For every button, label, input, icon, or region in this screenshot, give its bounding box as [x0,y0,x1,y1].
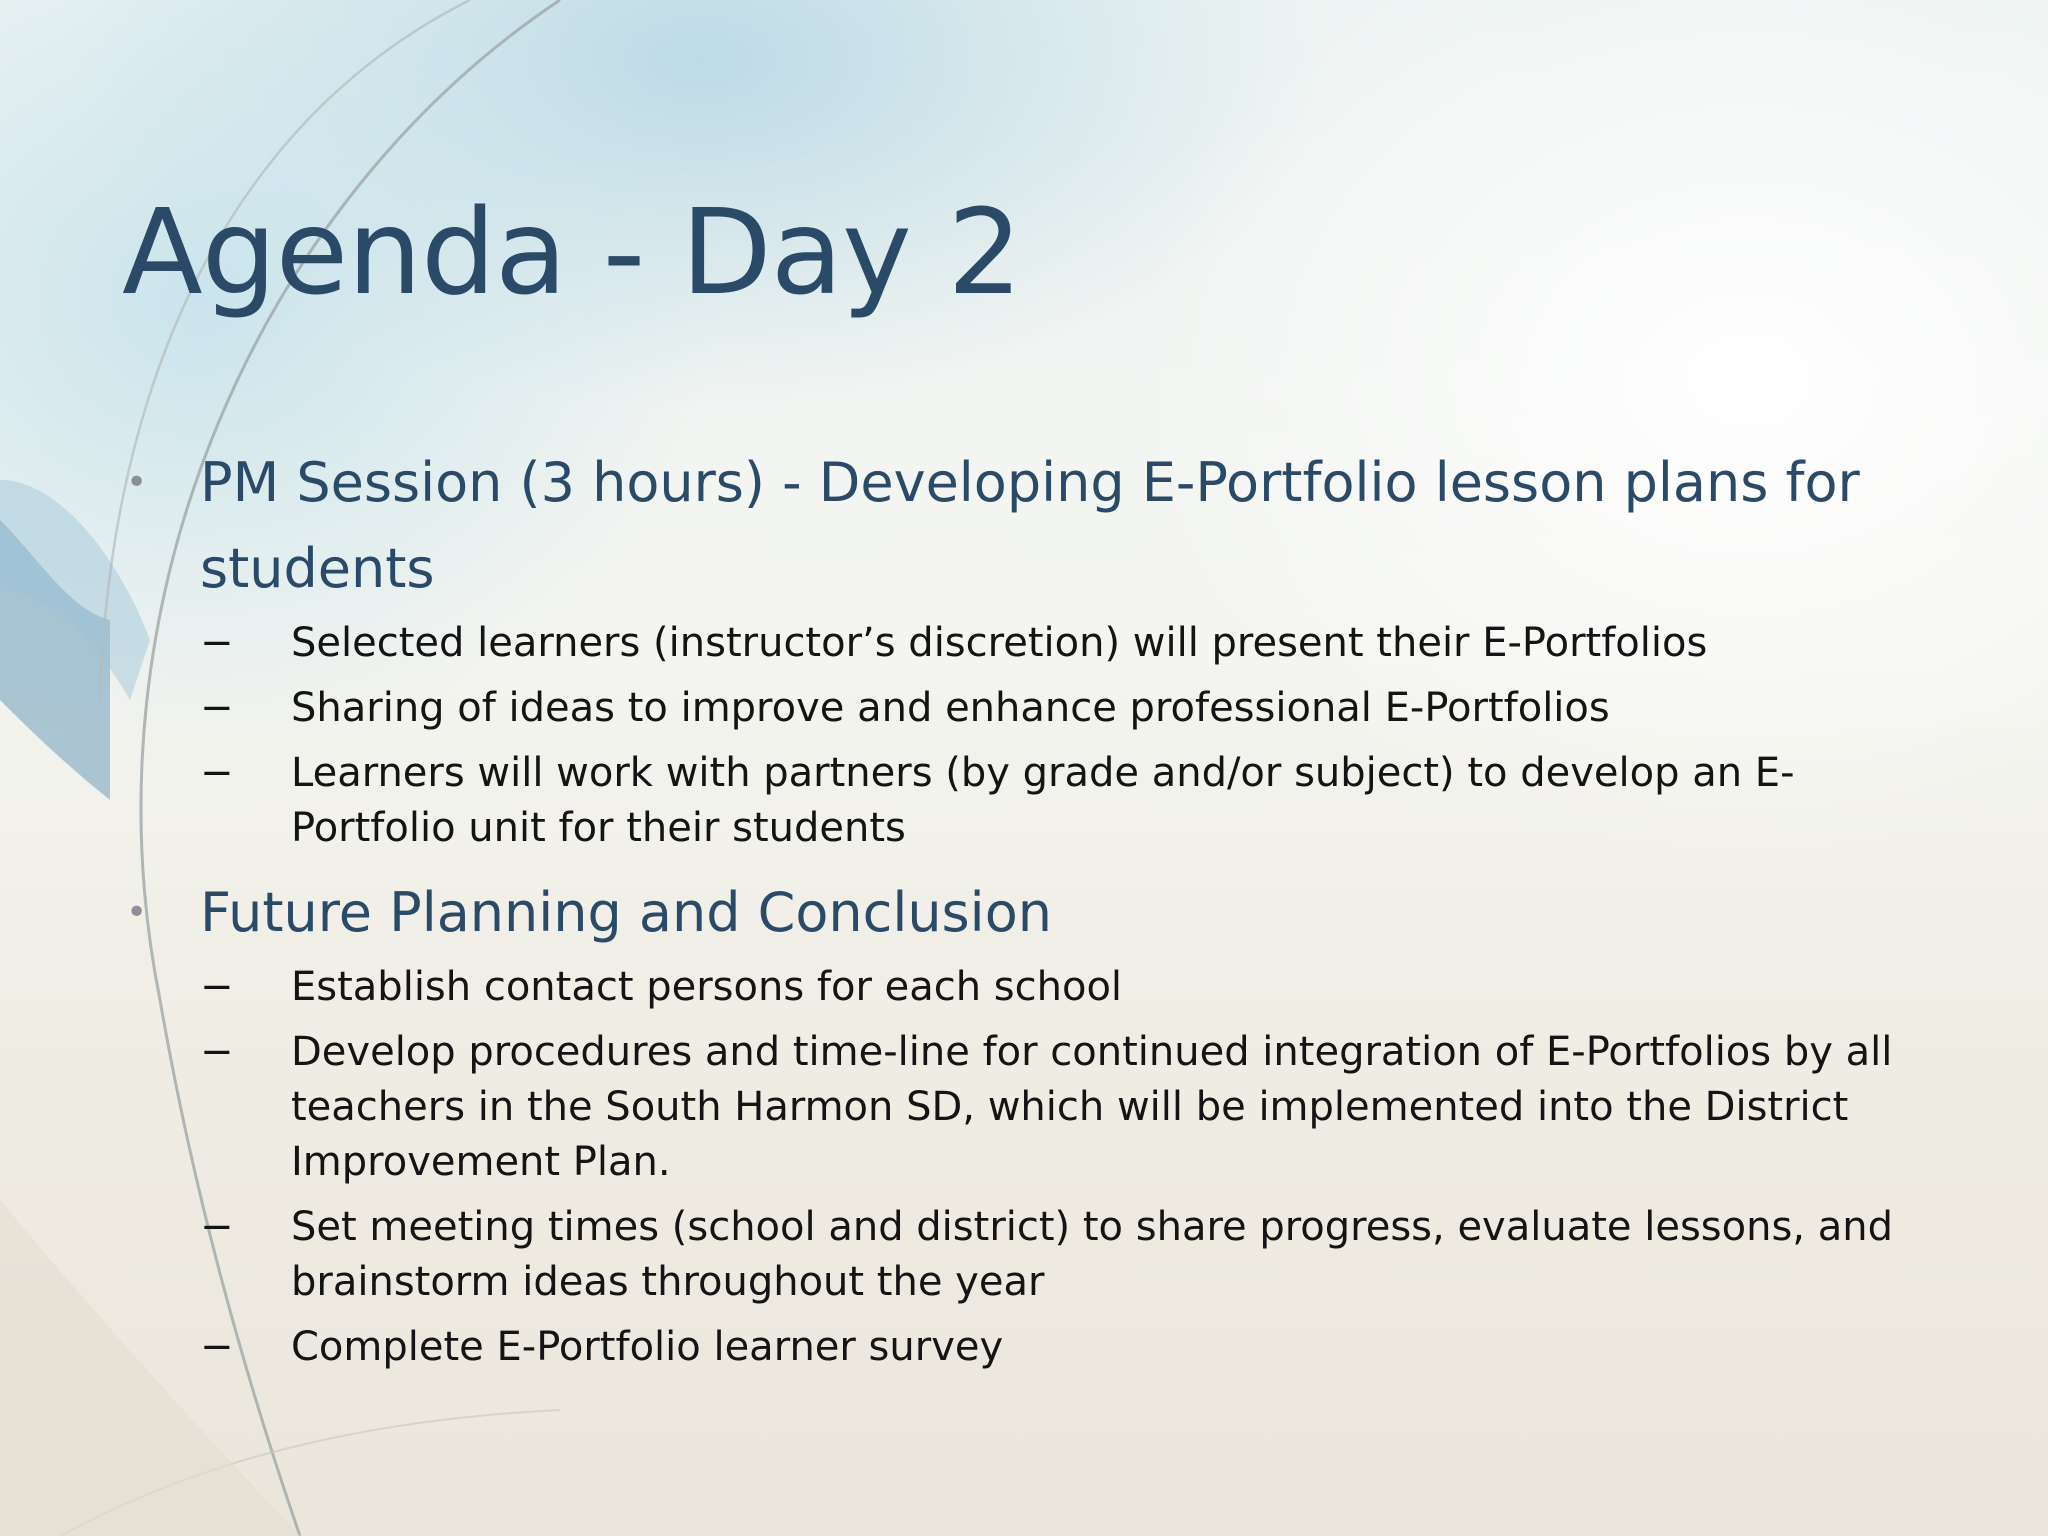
sub-bullet-text: Learners will work with partners (by grade and/or subject) to develop an E-Portfolio unit for their students [291,750,1795,851]
sub-bullet-text: Set meeting times (school and district) to share progress, evaluate lessons, and brainstorm ideas throughout the year [291,1204,1893,1305]
sub-bullet-item [200,746,1926,856]
bullet-marker-icon: • [126,462,148,503]
sub-bullet-item [200,960,1926,1015]
sub-bullet-text: Complete E-Portfolio learner survey [291,1324,1004,1370]
dash-marker-icon: − [200,750,234,796]
dash-marker-icon: − [200,620,234,666]
dash-marker-icon: − [200,685,234,731]
dash-marker-icon: − [200,1204,234,1250]
bullet-list [126,440,1926,1389]
bullet-text: PM Session (3 hours) - Developing E-Portfolio lesson plans for students [200,451,1860,600]
bullet-item-pm-session [126,440,1926,856]
bullet-item-future-planning [126,870,1926,1375]
dash-marker-icon: − [200,1324,234,1370]
sub-bullet-text: Establish contact persons for each school [291,964,1123,1010]
sub-bullet-text: Develop procedures and time-line for continued integration of E-Portfolios by all teachers in the South Harmon SD, which will be implemented into the District Improvement Plan. [291,1029,1893,1185]
sub-bullet-item [200,1320,1926,1375]
sub-bullet-item [200,681,1926,736]
dash-marker-icon: − [200,1029,234,1075]
sub-bullet-text: Selected learners (instructor’s discretion) will present their E-Portfolios [291,620,1708,666]
sub-bullet-list [200,616,1926,856]
sub-bullet-item [200,616,1926,671]
dash-marker-icon: − [200,964,234,1010]
bullet-text: Future Planning and Conclusion [200,881,1052,944]
sub-bullet-list [200,960,1926,1375]
slide-title: Agenda - Day 2 [122,183,1022,321]
sub-bullet-text: Sharing of ideas to improve and enhance professional E-Portfolios [291,685,1610,731]
sub-bullet-item [200,1025,1926,1190]
sub-bullet-item [200,1200,1926,1310]
bullet-marker-icon: • [126,892,148,933]
